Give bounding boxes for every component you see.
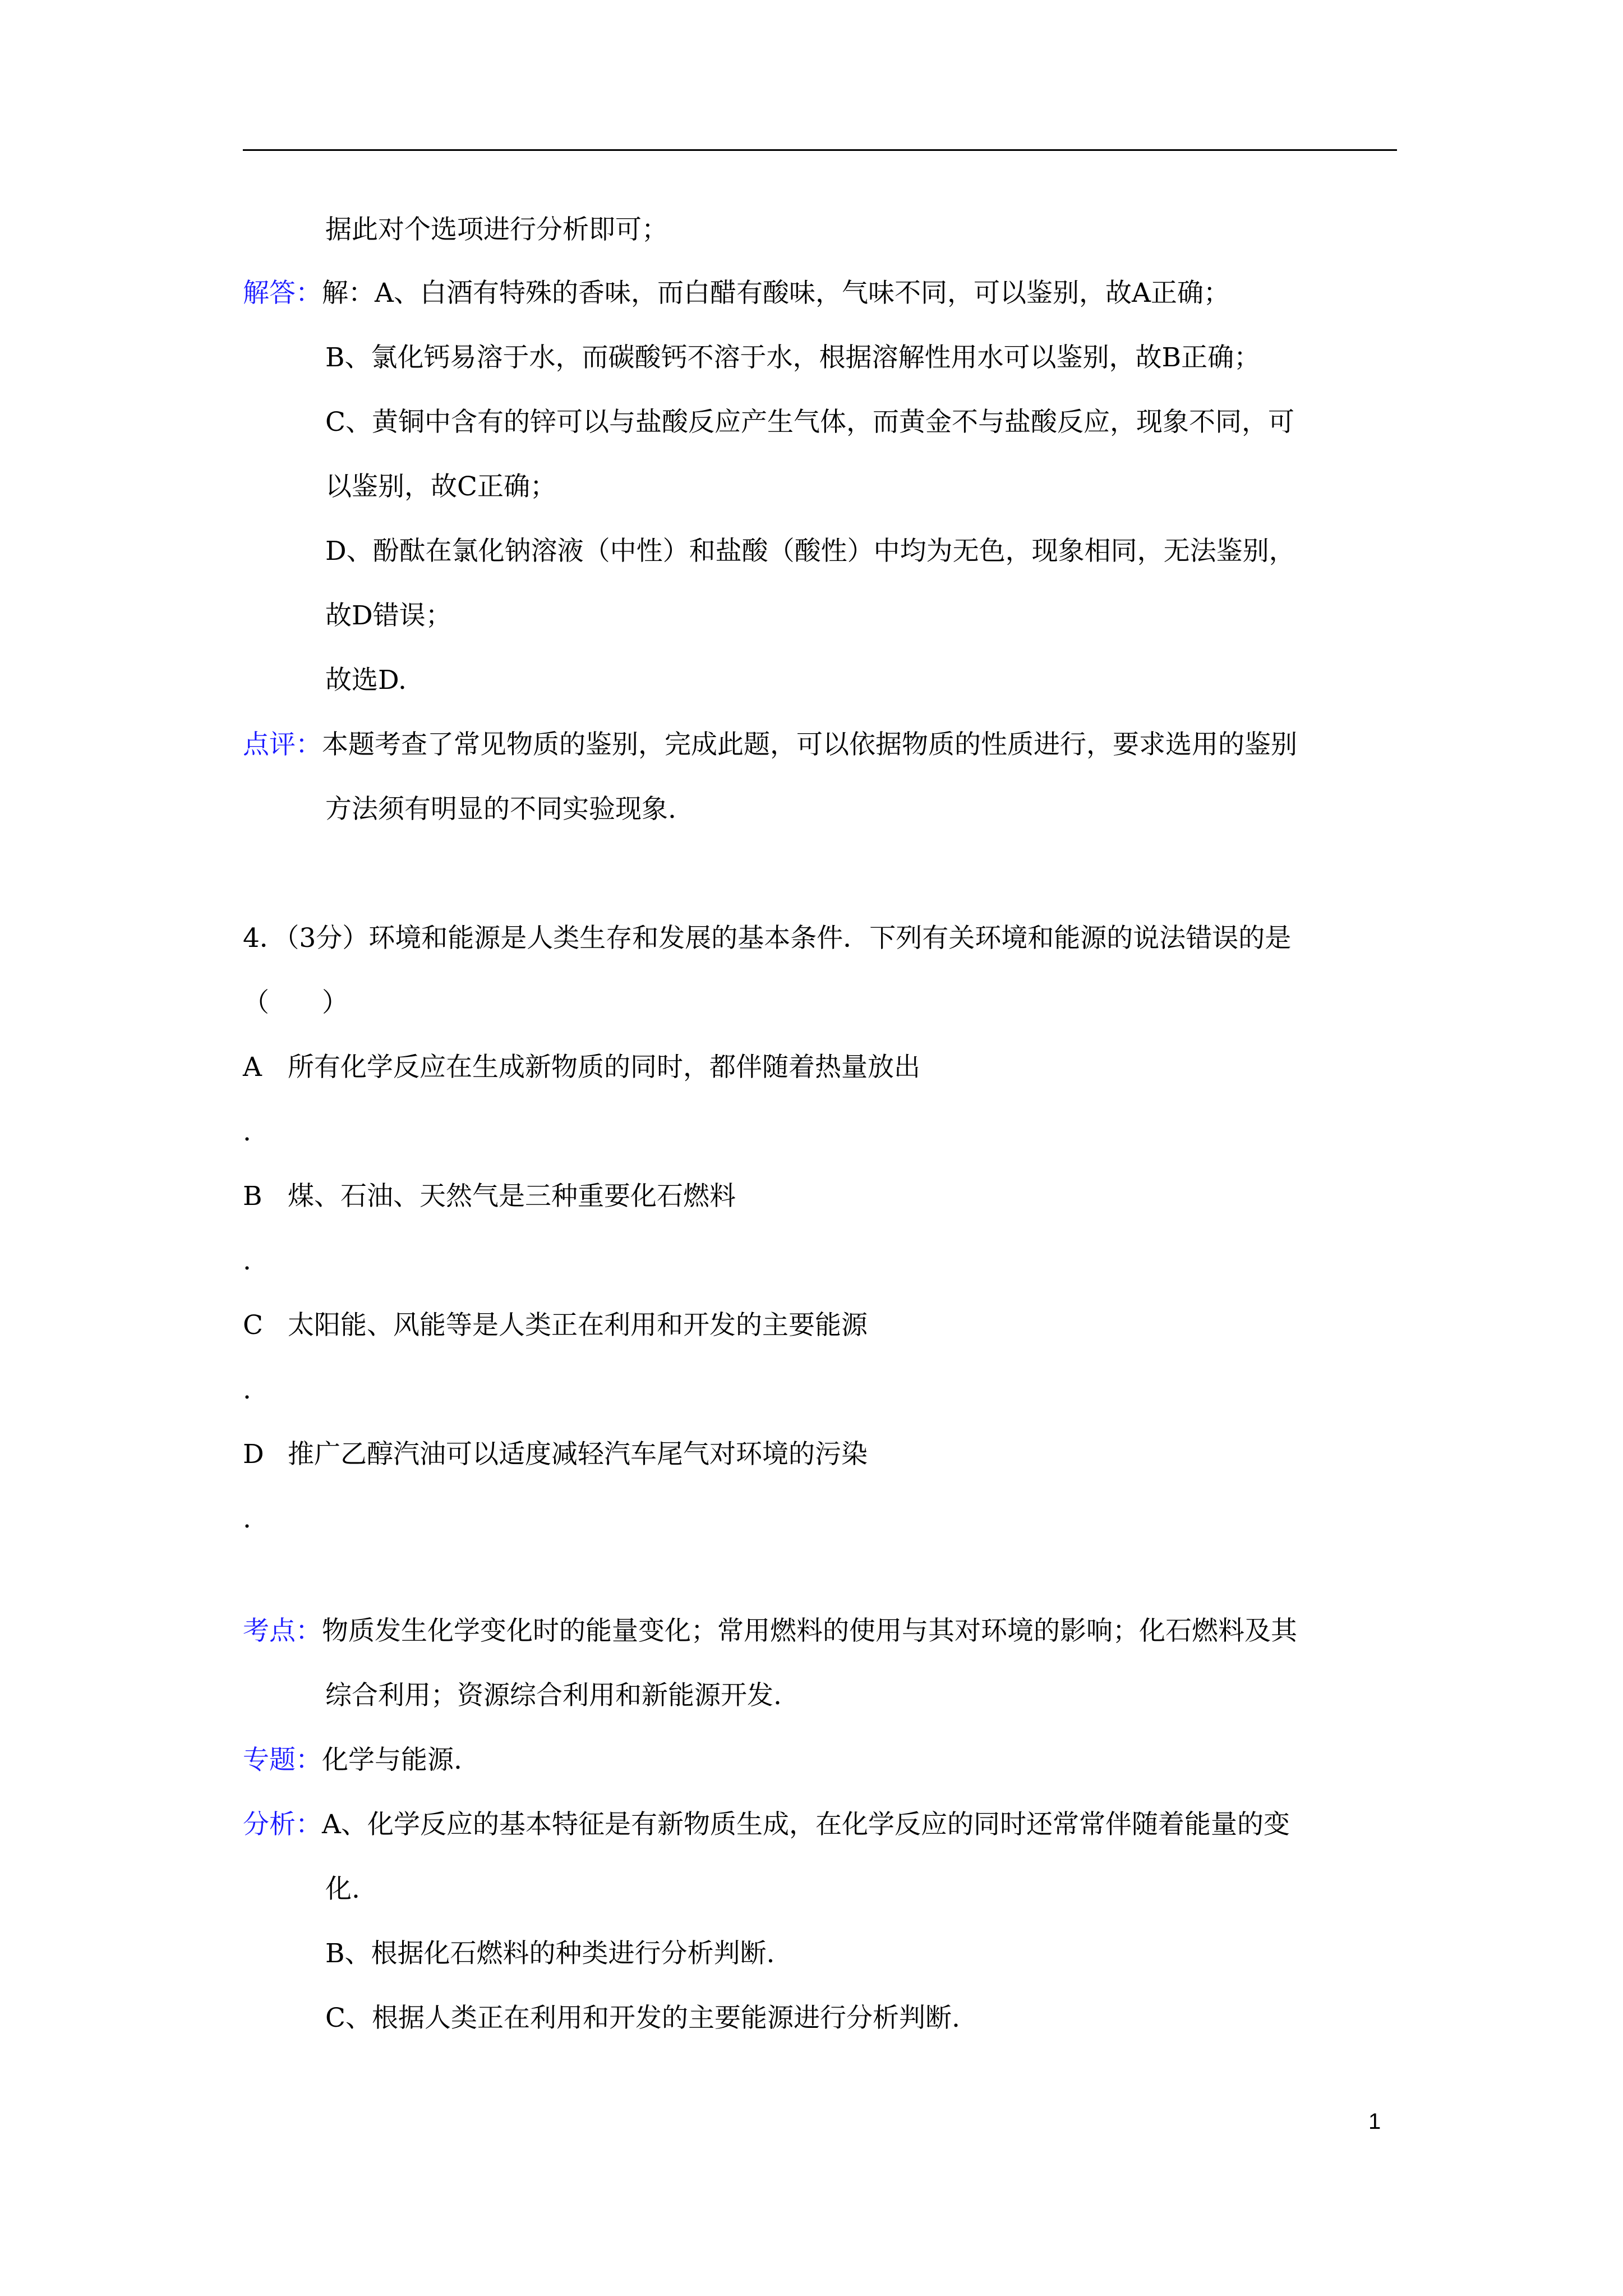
option-letter: D — [243, 1439, 264, 1470]
option-c — [243, 1309, 868, 1342]
fenxi-label: 分析： — [243, 1809, 322, 1840]
fenxi-line: B、根据化石燃料的种类进行分析判断. — [325, 1938, 775, 1969]
option-dot: . — [243, 1503, 251, 1534]
kaodian-text: 物质发生化学变化时的能量变化；常用燃料的使用与其对环境的影响；化石燃料及其 — [322, 1616, 1297, 1646]
answer-line: 故选D. — [325, 665, 407, 696]
comment-first-line — [243, 728, 1297, 762]
zhuanti-label: 专题： — [243, 1745, 322, 1775]
header-rule — [243, 149, 1397, 151]
kaodian-line: 综合利用；资源综合利用和新能源开发. — [325, 1680, 782, 1711]
answer-line: 故D错误； — [325, 600, 452, 631]
fenxi-line: 化. — [325, 1874, 360, 1904]
answer-text: 解：A、白酒有特殊的香味，而白醋有酸味，气味不同，可以鉴别，故A正确； — [322, 278, 1230, 309]
option-letter: B — [243, 1181, 262, 1212]
option-dot: . — [243, 1374, 251, 1405]
option-text: 煤、石油、天然气是三种重要化石燃料 — [288, 1181, 736, 1212]
option-d — [243, 1438, 868, 1471]
question-stem: 4．（3分）环境和能源是人类生存和发展的基本条件．下列有关环境和能源的说法错误的是 — [243, 923, 1292, 954]
zhuanti-text: 化学与能源. — [322, 1745, 462, 1775]
zhuanti-line — [243, 1743, 462, 1777]
kaodian-first-line — [243, 1614, 1297, 1648]
option-text: 推广乙醇汽油可以适度减轻汽车尾气对环境的污染 — [288, 1439, 868, 1470]
page-number: 1 — [1368, 2109, 1381, 2134]
analysis-tail: 据此对个选项进行分析即可； — [325, 214, 668, 245]
comment-label: 点评： — [243, 729, 322, 760]
answer-line: D、酚酞在氯化钠溶液（中性）和盐酸（酸性）中均为无色，现象相同，无法鉴别， — [325, 536, 1295, 567]
question-blank: （ ） — [243, 987, 348, 1018]
kaodian-label: 考点： — [243, 1616, 322, 1646]
answer-label: 解答： — [243, 278, 322, 309]
answer-line: 以鉴别，故C正确； — [325, 471, 556, 502]
option-text: 所有化学反应在生成新物质的同时，都伴随着热量放出 — [288, 1052, 920, 1083]
option-letter: C — [243, 1310, 263, 1341]
fenxi-text: A、化学反应的基本特征是有新物质生成，在化学反应的同时还常常伴随着能量的变 — [322, 1809, 1290, 1840]
option-letter: A — [243, 1052, 262, 1083]
answer-line: C、黄铜中含有的锌可以与盐酸反应产生气体，而黄金不与盐酸反应，现象不同，可 — [325, 407, 1294, 438]
option-text: 太阳能、风能等是人类正在利用和开发的主要能源 — [288, 1310, 868, 1341]
answer-line: B、氯化钙易溶于水，而碳酸钙不溶于水，根据溶解性用水可以鉴别，故B正确； — [325, 342, 1261, 373]
fenxi-line: C、根据人类正在利用和开发的主要能源进行分析判断. — [325, 2003, 960, 2033]
comment-text: 本题考查了常见物质的鉴别，完成此题，可以依据物质的性质进行，要求选用的鉴别 — [322, 729, 1297, 760]
option-dot: . — [243, 1245, 251, 1276]
option-b — [243, 1180, 736, 1213]
option-dot: . — [243, 1116, 251, 1147]
option-a — [243, 1051, 920, 1084]
fenxi-first-line — [243, 1808, 1290, 1842]
comment-line: 方法须有明显的不同实验现象. — [325, 794, 676, 825]
answer-first-line — [243, 277, 1230, 310]
